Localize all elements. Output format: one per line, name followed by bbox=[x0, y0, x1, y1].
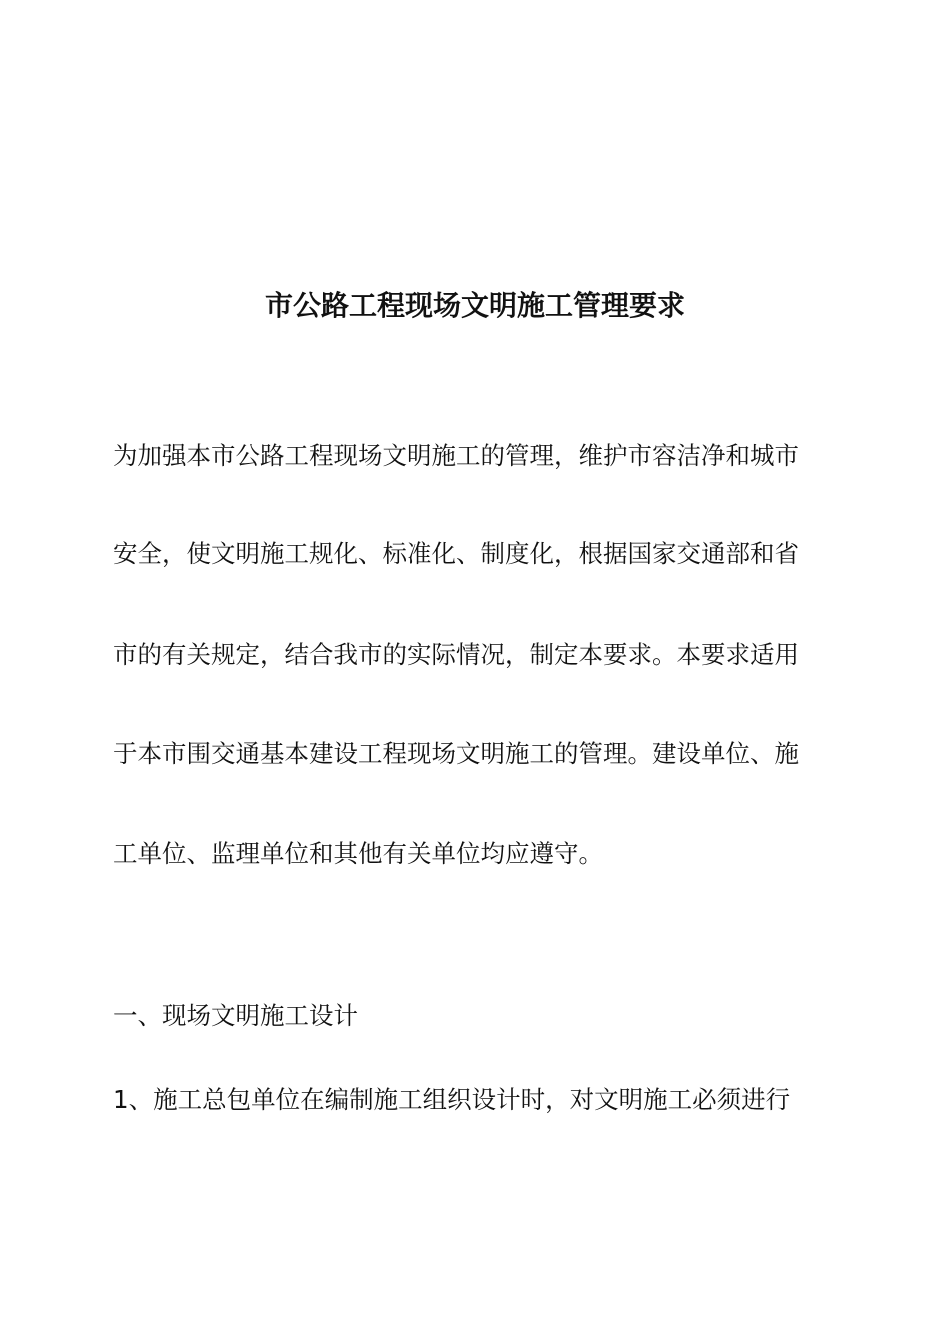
intro-line-3: 市的有关规定，结合我市的实际情况，制定本要求。本要求适用 bbox=[113, 640, 799, 669]
intro-line-4: 于本市围交通基本建设工程现场文明施工的管理。建设单位、施 bbox=[113, 739, 799, 768]
item-1-line: 1、施工总包单位在编制施工组织设计时，对文明施工必须进行 bbox=[113, 1085, 791, 1114]
intro-line-5: 工单位、监理单位和其他有关单位均应遵守。 bbox=[113, 839, 603, 868]
intro-line-2: 安全，使文明施工规化、标准化、制度化，根据国家交通部和省 bbox=[113, 539, 799, 568]
intro-line-1: 为加强本市公路工程现场文明施工的管理，维护市容洁净和城市 bbox=[113, 441, 799, 470]
section-heading: 一、现场文明施工设计 bbox=[113, 1001, 358, 1030]
document-title: 市公路工程现场文明施工管理要求 bbox=[264, 289, 685, 322]
